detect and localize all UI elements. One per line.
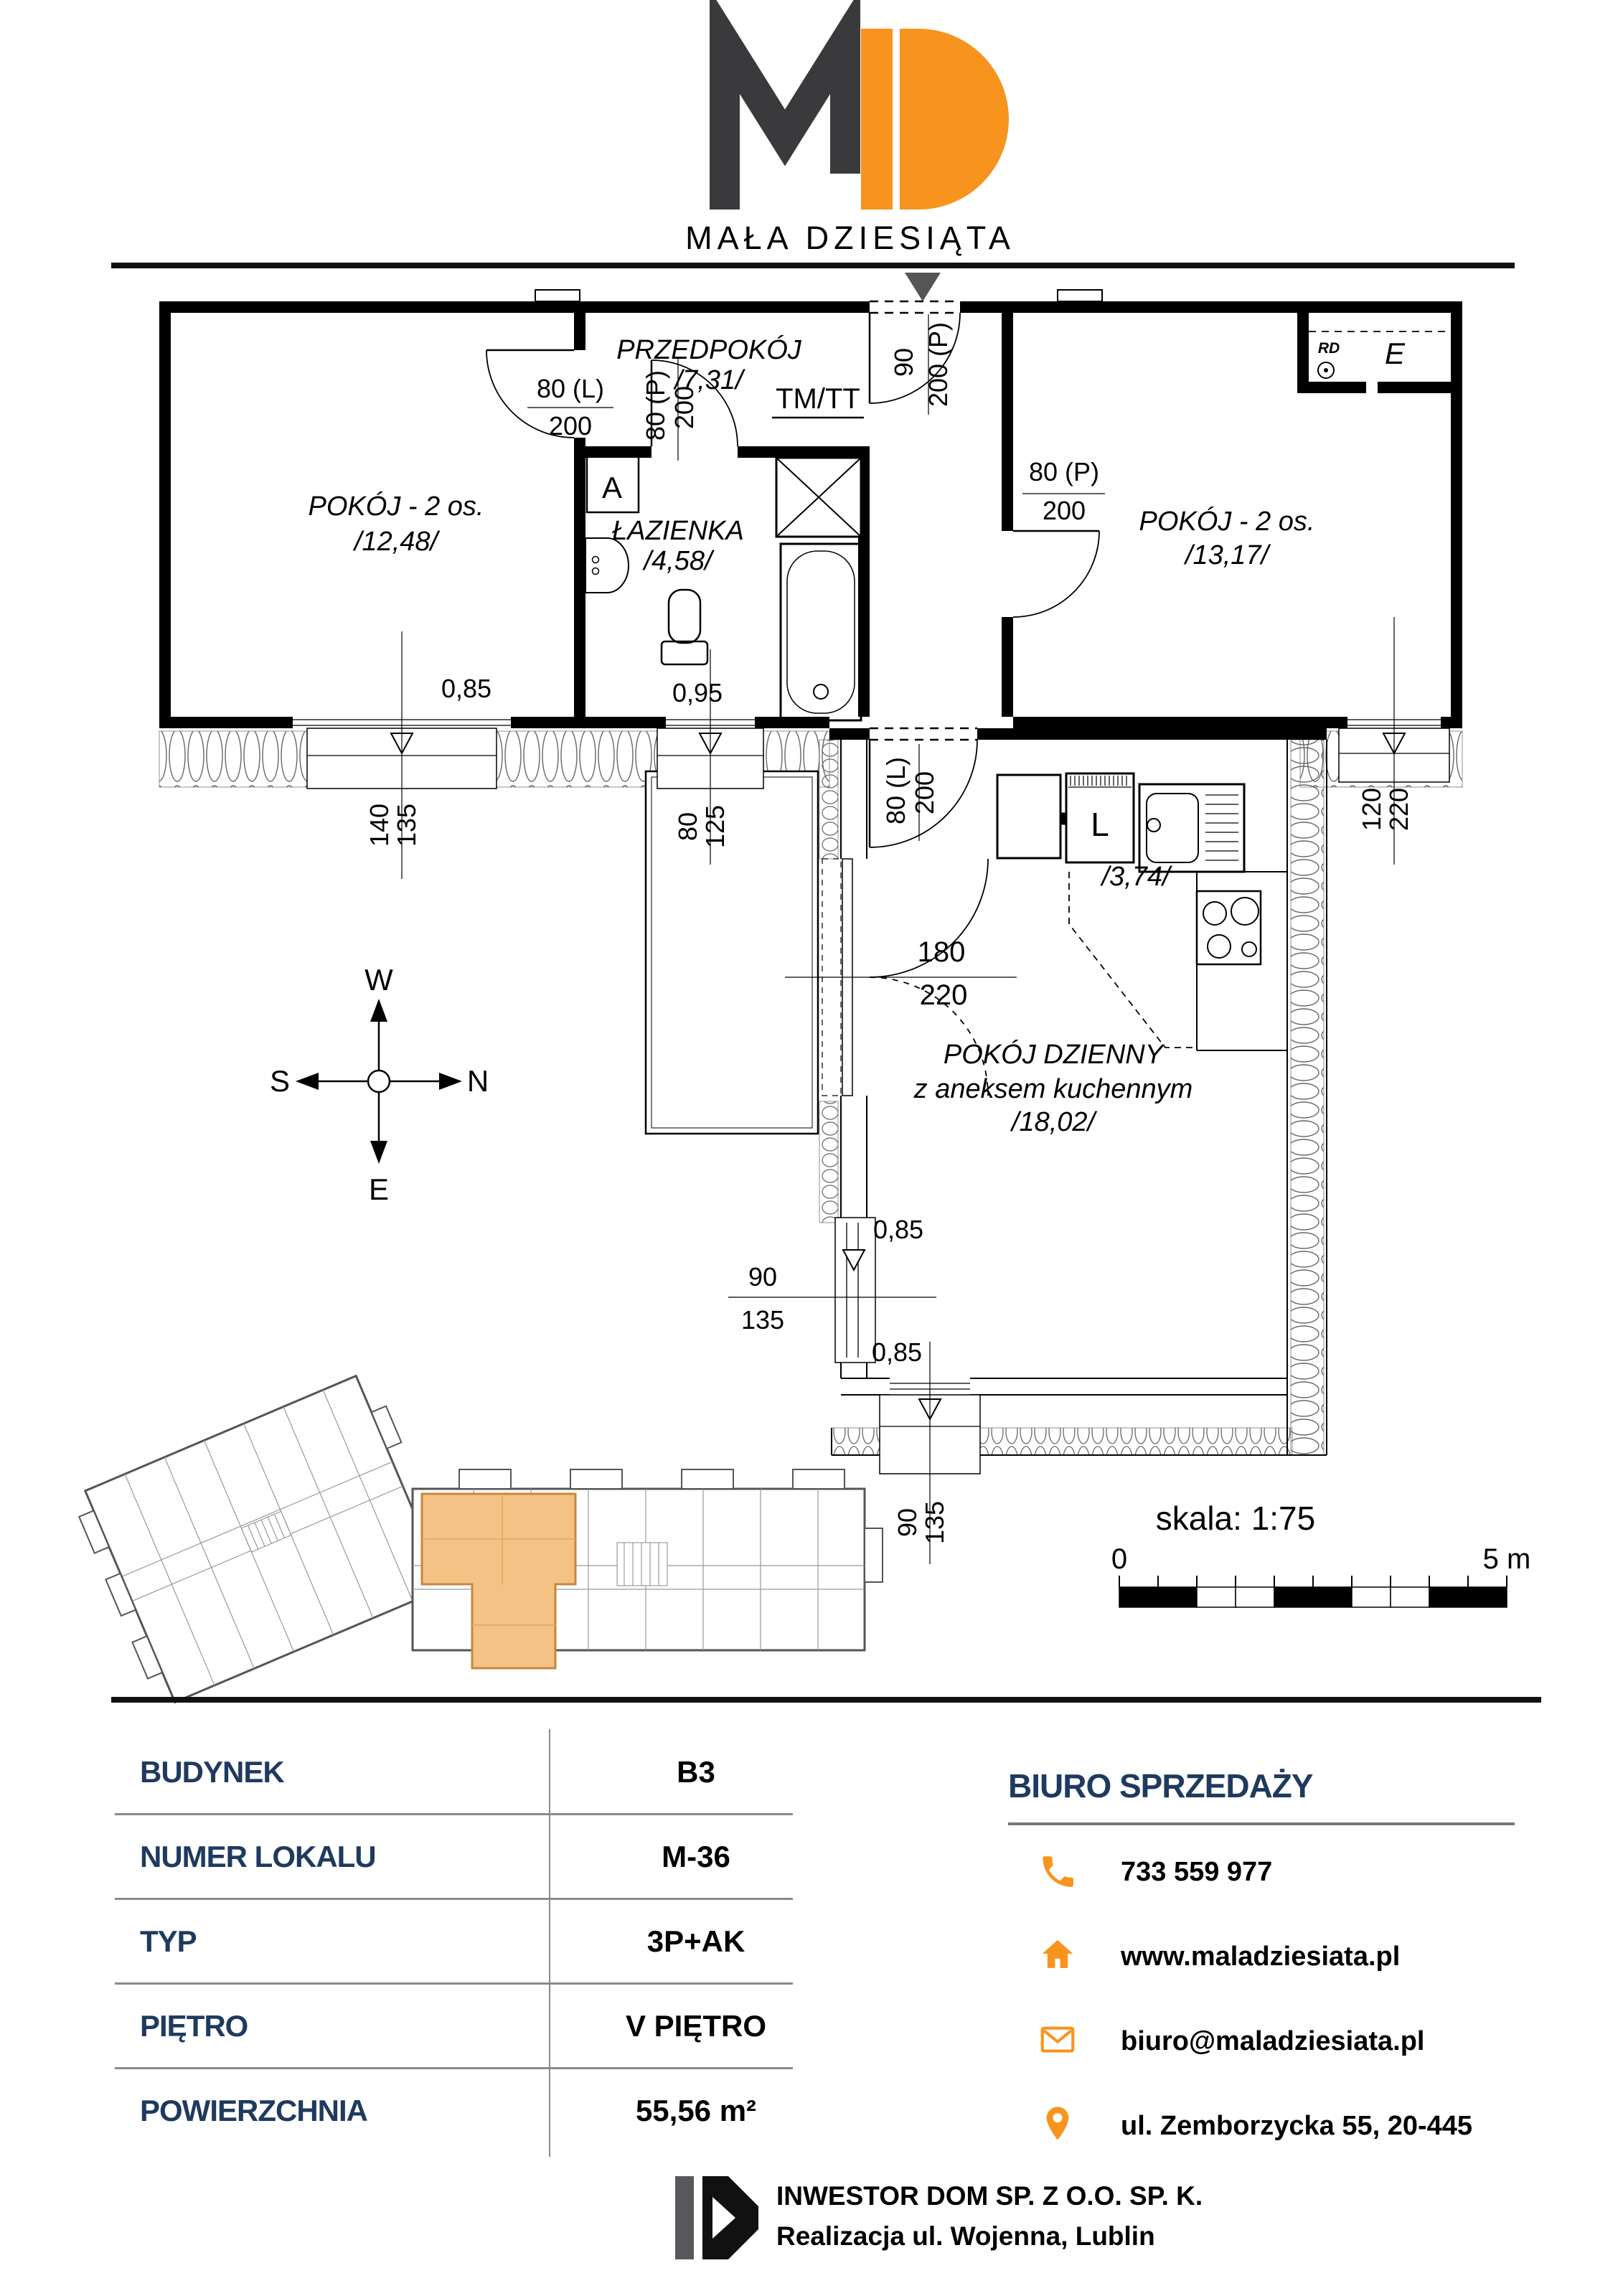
sales-office-title: BIURO SPRZEDAŻY xyxy=(1008,1767,1313,1805)
w4-dim-a: 90 xyxy=(893,1507,922,1538)
office-phone: 733 559 977 xyxy=(1121,1857,1273,1887)
investor-dom-logo-icon xyxy=(675,2174,765,2262)
table-row-value: 3P+AK xyxy=(646,1924,745,1958)
table-row-value: B3 xyxy=(677,1755,715,1789)
room-area-bath: /4,58/ xyxy=(644,546,712,576)
scale-zero: 0 xyxy=(1111,1543,1128,1575)
w5-dim-a: 90 xyxy=(748,1262,778,1292)
entrance-h: 200 (P) xyxy=(923,321,953,408)
room-label-living-sub: z aneksem kuchennym xyxy=(913,1074,1193,1104)
kitchen-sink xyxy=(1139,784,1244,872)
scale-five: 5 m xyxy=(1482,1543,1531,1575)
scale-bar xyxy=(1111,1500,1530,1607)
compass-s: S xyxy=(269,1064,291,1098)
window-markers xyxy=(391,733,1405,1419)
w1-sill: 0,85 xyxy=(441,674,492,703)
table-row-value: 55,56 m² xyxy=(635,2094,757,2127)
washbasin xyxy=(585,538,629,593)
info-divider xyxy=(111,1697,1541,1703)
scale-label: skala: 1:75 xyxy=(1155,1500,1316,1537)
kitchen-cabinet xyxy=(997,775,1060,858)
w5-sill: 0,85 xyxy=(872,1215,924,1244)
tm-tt-label: TM/TT xyxy=(776,383,860,415)
entrance-w: 90 xyxy=(889,347,918,377)
w4-dim-b: 135 xyxy=(920,1500,949,1545)
hob xyxy=(1197,891,1261,964)
lintel-mark xyxy=(1058,290,1102,301)
compass-rose xyxy=(270,963,489,1206)
rd-label: RD xyxy=(1317,340,1340,357)
table-row-label: NUMER LOKALU xyxy=(140,1840,376,1873)
table-row-label: BUDYNEK xyxy=(140,1755,284,1789)
footer-company: INWESTOR DOM SP. Z O.O. SP. K. xyxy=(776,2181,1203,2211)
dimension-texts xyxy=(364,322,1413,1544)
w2-dim-a: 80 xyxy=(673,811,702,842)
e-label: E xyxy=(1384,337,1406,370)
room-label-bath: ŁAZIENKA xyxy=(612,516,744,546)
door-living-w: 80 (L) xyxy=(881,756,911,825)
door-bath-w: 80 (P) xyxy=(641,370,670,441)
phone-icon xyxy=(1039,1851,1076,1888)
table-row-value: M-36 xyxy=(662,1840,730,1873)
door-room2-h: 200 xyxy=(1042,496,1086,525)
balcony xyxy=(646,771,818,1134)
site-plan-left-wing xyxy=(71,1370,461,1706)
table-row-label: TYP xyxy=(140,1924,197,1958)
room-area-room1: /12,48/ xyxy=(354,527,438,557)
office-email: biuro@maladziesiata.pl xyxy=(1121,2026,1425,2056)
fridge-label: L xyxy=(1091,806,1109,843)
table-separator xyxy=(115,2067,793,2069)
room-label-room2: POKÓJ - 2 os. xyxy=(1139,507,1315,537)
ventilation-shaft xyxy=(776,458,861,537)
room-label-room1: POKÓJ - 2 os. xyxy=(308,491,484,522)
door-room1-w: 80 (L) xyxy=(536,374,605,403)
table-row-value: V PIĘTRO xyxy=(625,2009,767,2043)
sales-office-underline xyxy=(1008,1822,1515,1825)
w3-dim-a: 120 xyxy=(1357,787,1386,832)
logo-d-bowl-icon xyxy=(900,29,1009,210)
home-icon xyxy=(1039,1936,1076,1973)
compass-w: W xyxy=(364,963,393,997)
door-room2-w: 80 (P) xyxy=(1028,457,1100,486)
washer-label: A xyxy=(601,471,623,504)
lintel-mark xyxy=(535,290,580,301)
compass-e: E xyxy=(368,1172,390,1206)
location-pin-icon xyxy=(1039,2105,1076,2142)
door-living-h: 200 xyxy=(910,771,939,815)
table-separator xyxy=(115,1813,793,1815)
door-bath-h: 200 xyxy=(669,385,699,430)
room-area-room2: /13,17/ xyxy=(1185,540,1269,570)
w1-dim-a: 140 xyxy=(364,803,394,847)
kitchen-annex-area: /3,74/ xyxy=(1101,862,1170,892)
room-label-hall: PRZEDPOKÓJ xyxy=(616,335,801,365)
table-separator xyxy=(115,1898,793,1900)
w2-sill: 0,95 xyxy=(672,678,723,707)
header-divider xyxy=(111,263,1515,268)
w4-sill: 0,85 xyxy=(871,1337,923,1367)
table-row-label: PIĘTRO xyxy=(140,2009,248,2043)
bathtub xyxy=(781,544,861,720)
logo-m-icon xyxy=(725,42,845,210)
office-address: ul. Zemborzycka 55, 20-445 xyxy=(1121,2111,1473,2141)
office-www: www.maladziesiata.pl xyxy=(1121,1942,1401,1972)
brand-logo xyxy=(685,29,1015,256)
w1-dim-b: 135 xyxy=(392,803,421,847)
w5-dim-b: 135 xyxy=(740,1305,785,1335)
w2-dim-b: 125 xyxy=(700,804,730,849)
kitchen-annex-boundary xyxy=(1069,872,1197,1048)
w3-dim-b: 220 xyxy=(1384,787,1413,832)
table-separator xyxy=(115,1982,793,1985)
balcony-door-w: 180 xyxy=(917,936,966,968)
door-room1-h: 200 xyxy=(548,411,593,441)
site-plan-overview xyxy=(71,1370,883,1706)
room-area-hall: /7,31/ xyxy=(674,365,743,395)
table-row-label: POWIERZCHNIA xyxy=(140,2094,367,2127)
entrance-marker-icon xyxy=(905,273,941,301)
dimension-lines xyxy=(402,314,1394,1564)
footer-realization: Realizacja ul. Wojenna, Lublin xyxy=(776,2221,1155,2251)
balcony-door-h: 220 xyxy=(919,979,968,1011)
room-area-living: /18,02/ xyxy=(1011,1107,1096,1137)
toilet xyxy=(662,590,707,664)
brand-name: MAŁA DZIESIĄTA xyxy=(685,220,1015,256)
logo-d-stem-icon xyxy=(861,29,893,210)
table-column-divider xyxy=(549,1729,550,2157)
room-label-living: POKÓJ DZIENNY xyxy=(943,1040,1164,1070)
envelope-icon xyxy=(1039,2020,1076,2058)
compass-n: N xyxy=(466,1064,489,1098)
